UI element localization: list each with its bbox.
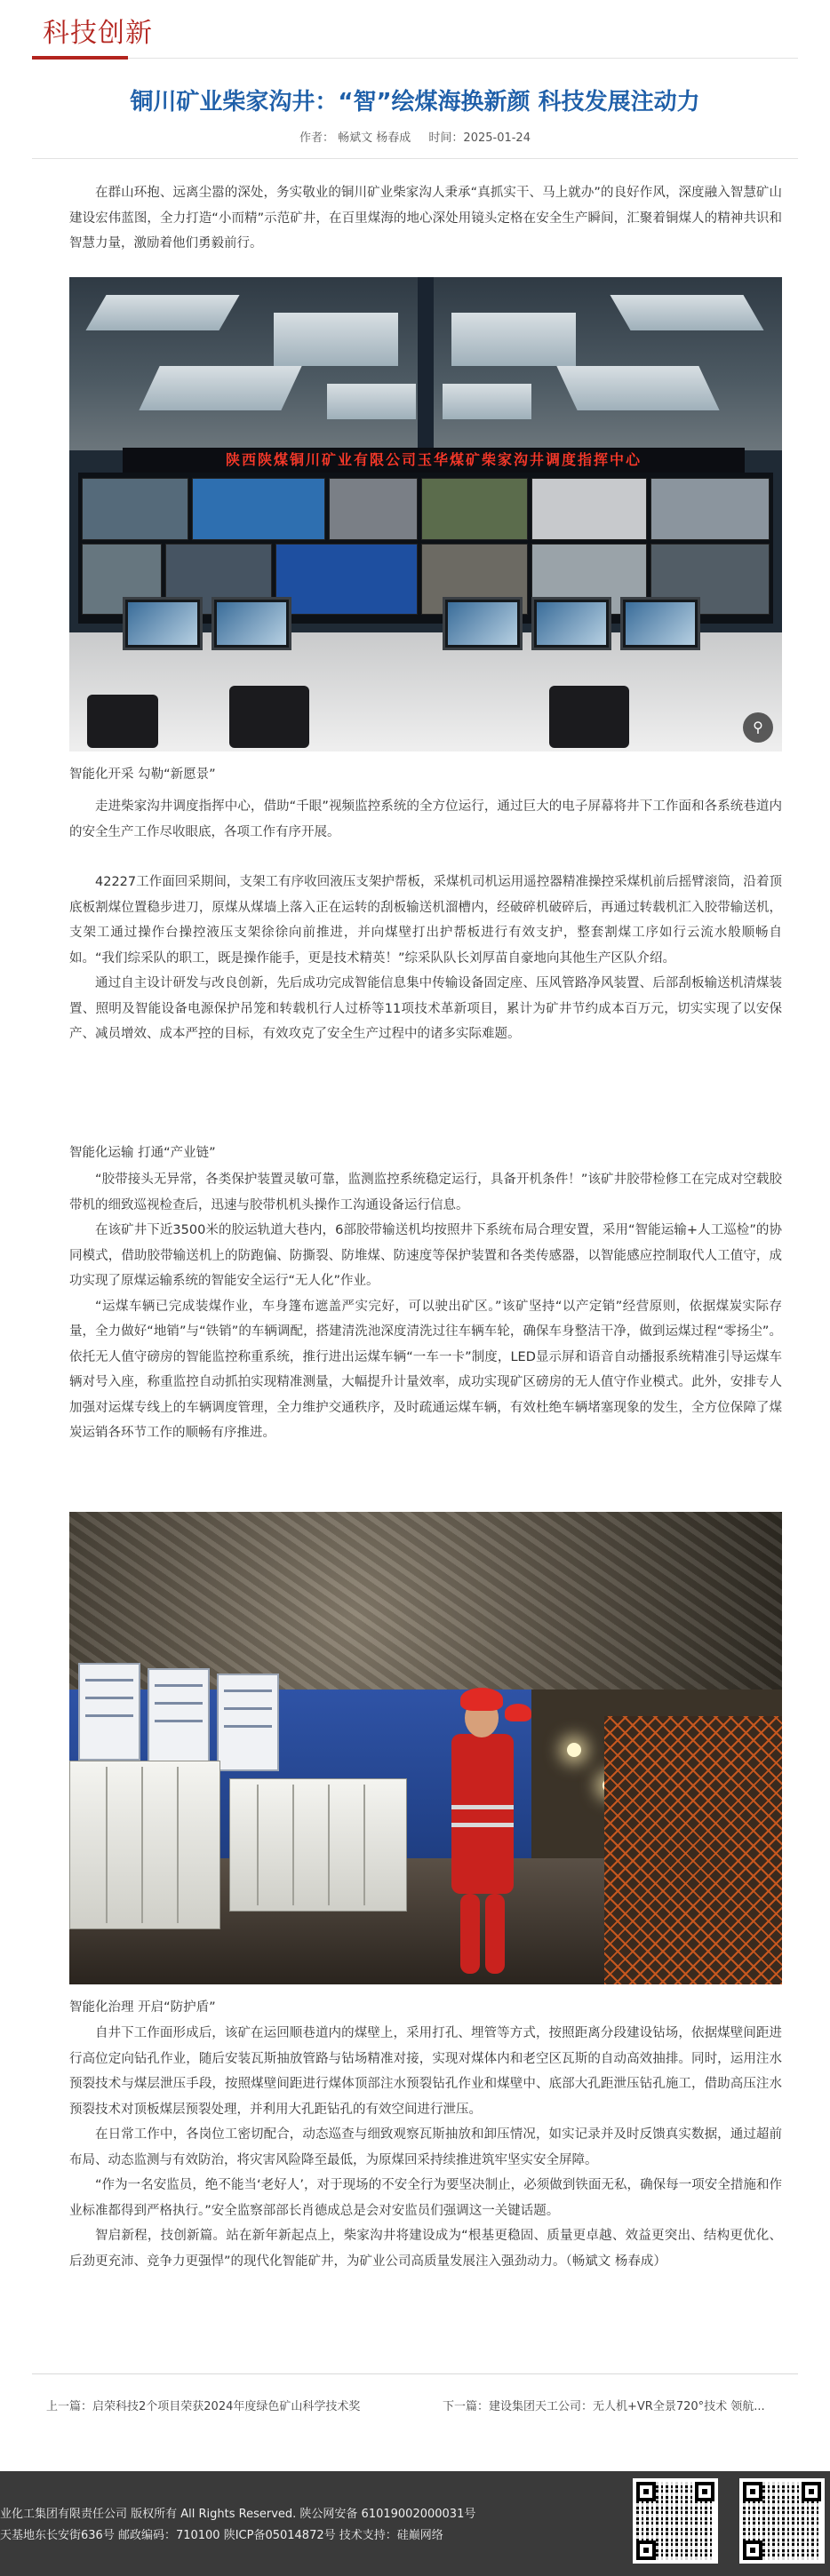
paragraph: 通过自主设计研发与改良创新，先后成功完成智能信息集中传输设备固定座、压风管路净风装置、后部刮板输送机清煤装置、照明及智能设备电源保护吊笼和转载机行人过桥等11项技术革新项目，累计为矿井节约成本百万元，切实实现了以安保产、减员增效、成本严控的目标，有效攻克了安全生产过程中的诸多实际难题。 xyxy=(69,976,782,1041)
paragraph: 在该矿井下近3500米的胶运轨道大巷内，6部胶带输送机均按照井下系统布局合理安置，采用“智能运输+人工巡检”的协同模式，借助胶带输送机上的防跑偏、防撕裂、防堆煤、防速度等保护装置和各类传感器，以智能感应控制取代人工值守，成功实现了原煤运输系统的智能安全运行“无人化”作业。 xyxy=(69,1223,782,1288)
article-date: 时间：2025-01-24 xyxy=(428,131,531,145)
section-title-underline xyxy=(32,56,128,60)
paragraph: 在群山环抱、远离尘嚣的深处，务实敬业的铜川矿业柴家沟人秉承“真抓实干、马上就办”的良好作风，深度融入智慧矿山建设宏伟蓝图，全力打造“小而精”示范矿井，在百里煤海的地心深处用镜头定格在安全生产瞬间，汇聚着铜煤人的精神共识和智慧力量，激励着他们勇毅前行。 xyxy=(69,186,782,250)
paragraph: “作为一名安监员，绝不能当‘老好人’，对于现场的不安全行为要坚决制止，必须做到铁面无私，确保每一项安全措施和作业标准都得到严格执行。”安全监察部部长肖德成总是会对安监员们强调这一关键话题。 xyxy=(69,2178,782,2218)
article-intro xyxy=(69,180,782,257)
next-label: 下一篇： xyxy=(443,2400,490,2413)
ceiling xyxy=(69,277,782,450)
footer-copyright: 业化工集团有限责任公司 版权所有 All Rights Reserved. 陕公网安备 61019002000031号 xyxy=(0,2508,476,2521)
paragraph: 走进柴家沟井调度指挥中心，借助“千眼”视频监控系统的全方位运行，通过巨大的电子屏幕将井下工作面和各系统巷道内的安全生产工作尽收眼底，各项工作有序开展。 xyxy=(69,799,782,839)
paragraph xyxy=(69,845,782,870)
article-body-governance xyxy=(69,2021,782,2274)
qr-code-icon xyxy=(739,2478,825,2564)
article-author: 作者： 畅斌文 杨春成 xyxy=(299,131,411,145)
next-title[interactable]: 建设集团天工公司：无人机+VR全景720°技术 领航... xyxy=(489,2400,765,2413)
bottom-divider xyxy=(32,2373,798,2374)
caption-intelligent-mining: 智能化开采 勾勒“新愿景” xyxy=(69,767,216,782)
console-desk xyxy=(69,632,782,751)
image-search-button[interactable] xyxy=(743,712,773,743)
control-center-banner-text: 陕西陕煤铜川矿业有限公司玉华煤矿柴家沟井调度指挥中心 xyxy=(225,451,642,468)
section-header xyxy=(32,0,798,59)
section-title[interactable]: 科技创新 xyxy=(43,18,153,49)
miner-worker xyxy=(451,1734,514,1894)
next-article-link[interactable] xyxy=(443,2398,784,2416)
footer-address: 天基地东长安街636号 邮政编码：710100 陕ICP备05014872号 技术支持：硅巅网络 xyxy=(0,2529,443,2542)
article-body-mining xyxy=(69,794,782,1047)
caption-intelligent-transport: 智能化运输 打通“产业链” xyxy=(69,1146,216,1160)
paragraph: “胶带接头无异常，各类保护装置灵敏可靠，监测监控系统稳定运行，具备开机条件！”该矿井胶带检修工在完成对空载胶带机的细致巡视检查后，迅速与胶带机机头操作工沟通设备运行信息。 xyxy=(69,1173,782,1212)
paragraph: 42227工作面回采期间，支架工有序收回液压支架护帮板，采煤机司机运用遥控器精准操控采煤机前后摇臂滚筒，沿着顶底板割煤位置稳步进刀，原煤从煤墙上落入正在运转的刮板输送机溜槽内，经破碎机破碎后，再通过转载机汇入胶带输送机，支架工通过操作台操控液压支架徐徐向前推进，并向煤壁打出护帮板进行有效支护，整套割煤工序如行云流水般顺畅自如。“我们综采队的职工，既是操作能手，更是技术精英！”综采队队长刘厚苗自豪地向其他生产区队介绍。 xyxy=(69,875,782,966)
paragraph: 自井下工作面形成后，该矿在运回顺巷道内的煤壁上，采用打孔、埋管等方式，按照距离分段建设钻场，依据煤壁间距进行高位定向钻孔作业，随后安装瓦斯抽放管路与钻场精准对接，实现对煤体内和老空区瓦斯的自动高效抽排。同时，运用注水预裂技术与煤层泄压手段，按照煤壁间距进行煤体顶部注水预裂钻孔作业和煤壁中、底部大孔距泄压钻孔施工，借助高压注水预裂技术对顶板煤层预裂处理，并利用大孔距钻孔的有效空间进行泄压。 xyxy=(69,2026,782,2117)
site-footer xyxy=(0,2471,830,2576)
prev-title[interactable]: 启荣科技2个项目荣获2024年度绿色矿山科学技术奖 xyxy=(92,2400,361,2413)
paragraph: 智启新程，技创新篇。站在新年新起点上，柴家沟井将建设成为“根基更稳固、质量更卓越、效益更突出、结构更优化、后劲更充沛、竞争力更强悍”的现代化智能矿井，为矿业公司高质量发展注入强劲动力。（畅斌文 杨春成） xyxy=(69,2229,782,2269)
mine-tunnel-photo xyxy=(69,1512,782,1984)
control-room-photo xyxy=(69,277,782,751)
image-search-icon: ⚲ xyxy=(753,719,763,735)
paragraph: 在日常工作中，各岗位工密切配合，动态巡查与细致观察瓦斯抽放和卸压情况，如实记录并及时反馈真实数据，通过超前布局、动态监测与有效防治，将灾害风险降至最低，为原煤回采持续推进筑牢坚实安全屏障。 xyxy=(69,2127,782,2167)
paragraph: “运煤车辆已完成装煤作业，车身篷布遮盖严实完好，可以驶出矿区。”该矿坚持“以产定销”经营原则，依据煤炭实际存量，全力做好“地销”与“铁销”的车辆调配，搭建清洗池深度清洗过往车辆车轮，确保车身整洁干净，做到运煤过程“零扬尘”。依托无人值守磅房的智能监控称重系统，推行进出运煤车辆“一车一卡”制度，LED显示屏和语音自动播报系统精准引导运煤车辆对号入座，称重监控自动抓拍实现精准测量，大幅提升计量效率，成功实现矿区磅房的无人值守作业模式。此外，安排专人加强对运煤专线上的车辆调度管理，全力维护交通秩序，及时疏通运煤车辆，有效杜绝车辆堵塞现象的发生，全方位保障了煤炭运销各环节工作的顺畅有序推进。 xyxy=(69,1299,782,1440)
tunnel-roof xyxy=(69,1512,782,1690)
article-body-transport xyxy=(69,1167,782,1446)
prev-article-link[interactable] xyxy=(46,2398,384,2416)
meta-divider xyxy=(32,158,798,159)
qr-code-icon xyxy=(633,2478,718,2564)
caption-intelligent-governance: 智能化治理 开启“防护盾” xyxy=(69,2000,216,2015)
control-center-banner xyxy=(123,448,745,473)
prev-label: 上一篇： xyxy=(46,2400,93,2413)
article-meta xyxy=(32,130,798,147)
article-title: 铜川矿业柴家沟井：“智”绘煤海换新颜 科技发展注动力 xyxy=(130,89,700,115)
safety-fence xyxy=(604,1716,782,1984)
